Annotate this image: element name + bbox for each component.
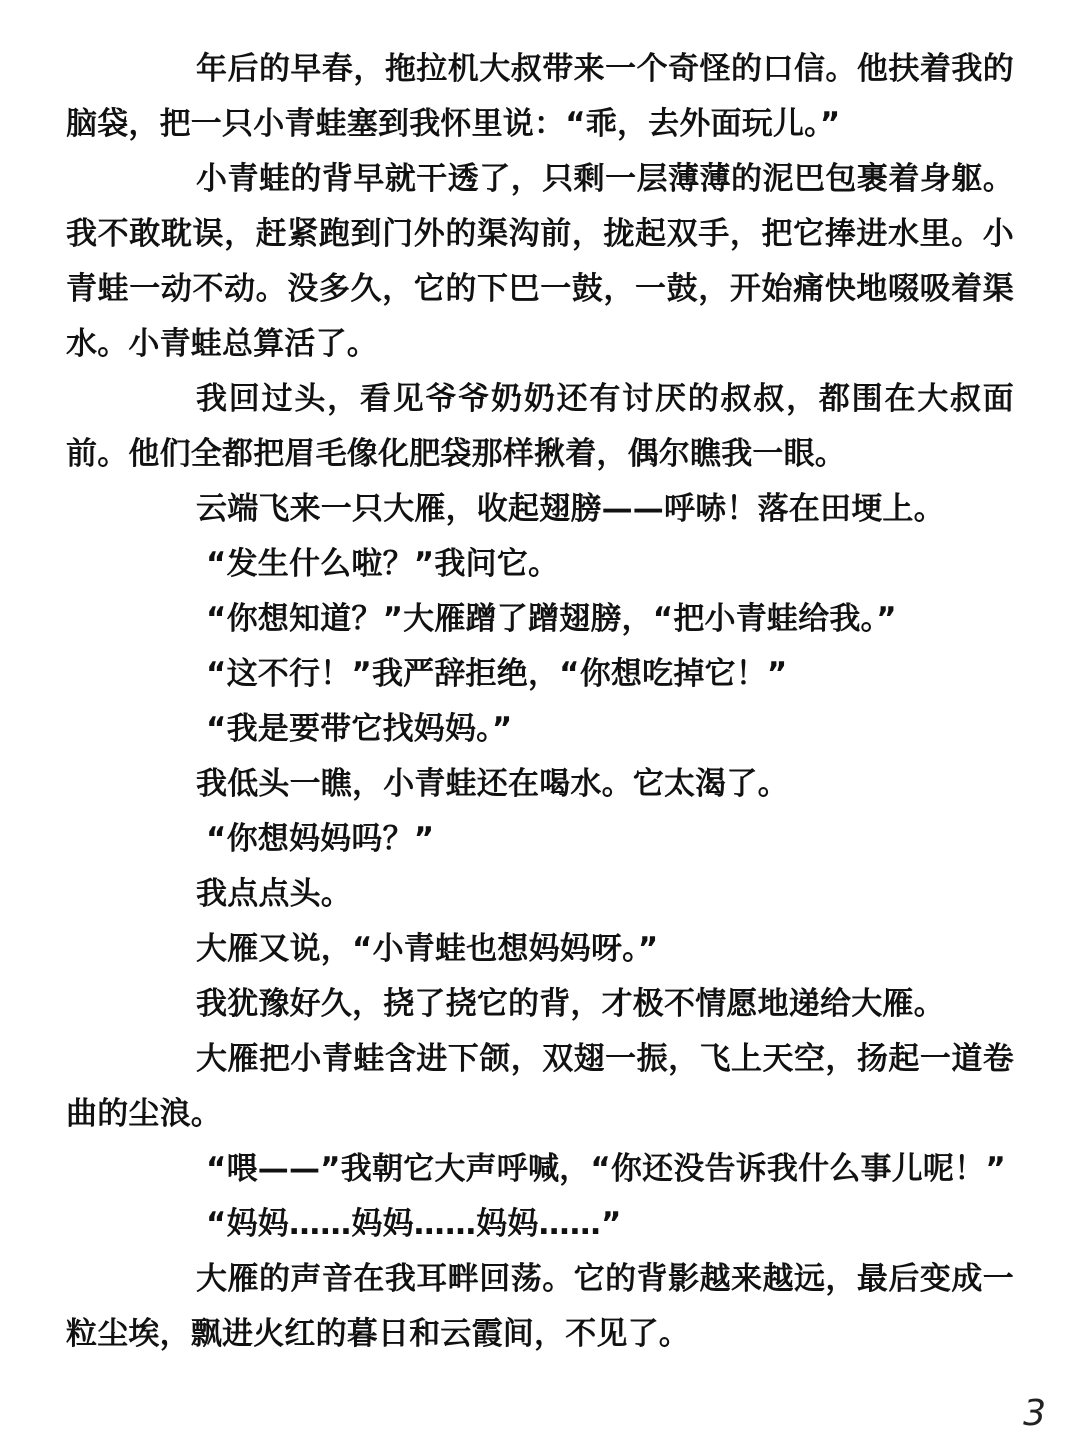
- paragraph: 年后的早春，拖拉机大叔带来一个奇怪的口信。他扶着我的脑袋，把一只小青蛙塞到我怀里说：“乖，去外面玩儿。”: [66, 51, 1014, 142]
- paragraph: “这不行！”我严辞拒绝，“你想吃掉它！”: [206, 656, 788, 692]
- paragraph: 小青蛙的背早就干透了，只剩一层薄薄的泥巴包裹着身躯。我不敢耽误，赶紧跑到门外的渠沟前，拢起双手，把它捧进水里。小青蛙一动不动。没多久，它的下巴一鼓，一鼓，开始痛快地啜吸着渠水。小青蛙总算活了。: [66, 161, 1014, 362]
- paragraph: 我回过头，看见爷爷奶奶还有讨厌的叔叔，都围在大叔面前。他们全都把眉毛像化肥袋那样揪着，偶尔瞧我一眼。: [66, 381, 1014, 472]
- paragraph: “我是要带它找妈妈。”: [206, 711, 513, 747]
- paragraph: “发生什么啦？”我问它。: [206, 546, 560, 582]
- paragraph: “妈妈……妈妈……妈妈……”: [206, 1206, 622, 1242]
- paragraph: 我低头一瞧，小青蛙还在喝水。它太渴了。: [196, 766, 789, 802]
- paragraph: “你想妈妈吗？”: [206, 821, 435, 857]
- paragraph: “你想知道？”大雁蹭了蹭翅膀，“把小青蛙给我。”: [206, 601, 897, 637]
- paragraph: 我点点头。: [196, 876, 352, 912]
- paragraph: 我犹豫好久，挠了挠它的背，才极不情愿地递给大雁。: [196, 986, 945, 1022]
- paragraph: 大雁把小青蛙含进下颌，双翅一振，飞上天空，扬起一道卷曲的尘浪。: [66, 1041, 1014, 1132]
- paragraph: “喂——”我朝它大声呼喊，“你还没告诉我什么事儿呢！”: [206, 1151, 1006, 1187]
- paragraph: 大雁的声音在我耳畔回荡。它的背影越来越远，最后变成一粒尘埃，飘进火红的暮日和云霞间，不见了。: [66, 1261, 1014, 1352]
- paragraph: 云端飞来一只大雁，收起翅膀——呼哧！落在田埂上。: [196, 491, 945, 527]
- paragraph: 大雁又说，“小青蛙也想妈妈呀。”: [196, 931, 659, 967]
- page-number: 3: [1023, 1393, 1046, 1434]
- story-text: [66, 42, 1014, 1362]
